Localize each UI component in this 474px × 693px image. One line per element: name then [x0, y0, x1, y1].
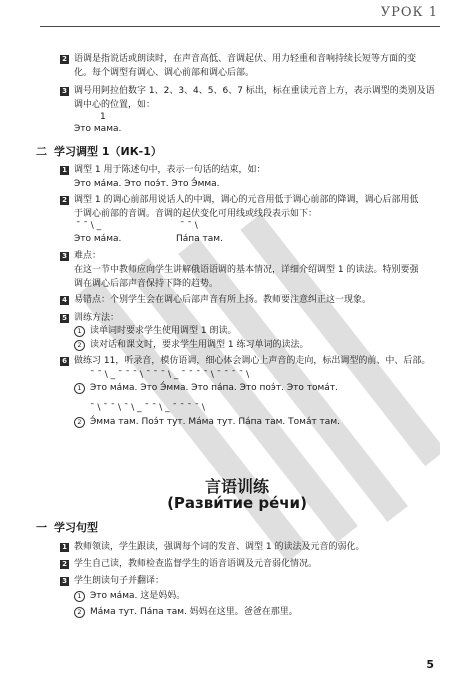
exercise-line-b: Э́мма там. Поэ́т тут. Ма́ма тут. Па́па там. Тома́т там.: [90, 417, 340, 427]
ik1-structure-line1: 调型 1 的调心前部用说话人的中调，调心的元音用低于调心前部的降调，调心后部用低: [74, 195, 419, 205]
sub-number-1b: 1: [74, 383, 85, 394]
intonation-definition-line2: 化。每个调型有调心、调心前部和调心后部。: [74, 68, 255, 78]
contour-example-right: Па́па там.: [176, 234, 223, 244]
exercise-contour-a: ¯ ¯ \ _ ¯ ¯ ¯ \ ¯ ¯ ¯ \ _ ¯ ¯ ¯ ¯ \ ¯ ¯ ¯ ¯ \: [90, 370, 250, 380]
contour-example-left: Это ма́ма.: [74, 234, 122, 244]
tone-mark-line2: 调中心的位置，如：: [74, 100, 156, 110]
tone-mark-line1: 调号用阿拉伯数字 1、2、3、4、5、6、7 标出，标在重读元音上方，表示调型的类别及语: [74, 86, 435, 96]
sub-number-1c: 1: [74, 591, 85, 602]
item-number-6: 6: [60, 357, 69, 366]
item-number-1: 1: [60, 166, 69, 175]
training-method-2: 读对话和课文时，要求学生用调型 1 练习单词的读法。: [90, 340, 309, 350]
header-rule: [40, 26, 440, 27]
difficulty-line2: 调在调心后部声音保持下降的趋势。: [74, 279, 219, 289]
exercise-11-instruction: 做练习 11，听录音，模仿语调，细心体会调心上声音的走向，标出调型的前、中、后部。: [74, 356, 431, 366]
item-number-5: 5: [60, 314, 69, 323]
item-number-3b: 3: [60, 252, 69, 261]
item-number-3c: 3: [60, 577, 69, 586]
speech-title-cn: 言语训练: [204, 477, 269, 496]
item-number-2b: 2: [60, 196, 69, 205]
item-number-2: 2: [60, 55, 69, 64]
section-heading-ik1: 学习调型 1（ИК-1）: [54, 145, 162, 158]
contour-right: ¯ ¯ \: [180, 221, 198, 231]
exercise-line-a: Это ма́ма. Это Э́мма. Это па́па. Это поэ́т. Это тома́т.: [90, 383, 338, 393]
training-method-title: 训练方法：: [74, 313, 120, 323]
ik1-structure-line2: 于调心前部的音调。音调的起伏变化可用线或线段表示如下：: [74, 209, 318, 219]
speech-example-2: Ма́ма тут. Па́па там. 妈妈在这里。爸爸在那里。: [90, 607, 298, 617]
item-number-3: 3: [60, 87, 69, 96]
item-number-2c: 2: [60, 560, 69, 569]
speech-step-3: 学生朗读句子并翻译：: [74, 576, 165, 586]
tone-mark-digit: 1: [100, 112, 106, 122]
ik1-usage: 调型 1 用于陈述句中，表示一句话的结束，如：: [74, 165, 266, 175]
speech-step-1: 教师领读，学生跟读，强调每个词的发音、调型 1 的读法及元音的弱化。: [74, 542, 365, 552]
section-heading-sentence-patterns: 学习句型: [54, 521, 98, 534]
sub-number-2b: 2: [74, 417, 85, 428]
section-number-2: 二: [36, 145, 47, 158]
ik1-usage-example: Это ма́ма. Это поэ́т. Это Э́мма.: [74, 179, 220, 189]
sub-number-2: 2: [74, 340, 85, 351]
difficulty-line1: 在这一节中教师应向学生讲解俄语语调的基本情况，详细介绍调型 1 的读法。特别要强: [74, 265, 419, 275]
exercise-contour-b: ¯ \ ¯ ¯ \ ¯ \ _ ¯ ¯ \ _ ¯ ¯ ¯ ¯ \: [90, 403, 205, 413]
sub-number-2c: 2: [74, 607, 85, 618]
sub-number-1: 1: [74, 326, 85, 337]
page-number: 5: [426, 658, 434, 671]
common-mistake: 易错点：个别学生会在调心后部声音有所上扬。教师要注意纠正这一现象。: [74, 295, 372, 305]
difficulty-title: 难点：: [74, 251, 102, 261]
section-number-1: 一: [36, 521, 47, 534]
training-method-1: 读单词时要求学生使用调型 1 朗读。: [90, 326, 237, 336]
speech-title-ru: (Разви́тие ре́чи): [167, 494, 307, 512]
contour-left: ¯ ¯ \ _: [76, 221, 102, 231]
tone-mark-example: Это мама.: [74, 124, 122, 134]
speech-example-1: Это ма́ма. 这是妈妈。: [90, 591, 186, 601]
running-head: УРОК 1: [380, 5, 438, 20]
item-number-1c: 1: [60, 543, 69, 552]
intonation-definition-line1: 语调是指说话或朗读时，在声音高低、音调起伏、用力轻重和音响持续长短等方面的变: [74, 54, 417, 64]
item-number-4: 4: [60, 296, 69, 305]
speech-step-2: 学生自己读，教师检查监督学生的语音语调及元音弱化情况。: [74, 559, 318, 569]
